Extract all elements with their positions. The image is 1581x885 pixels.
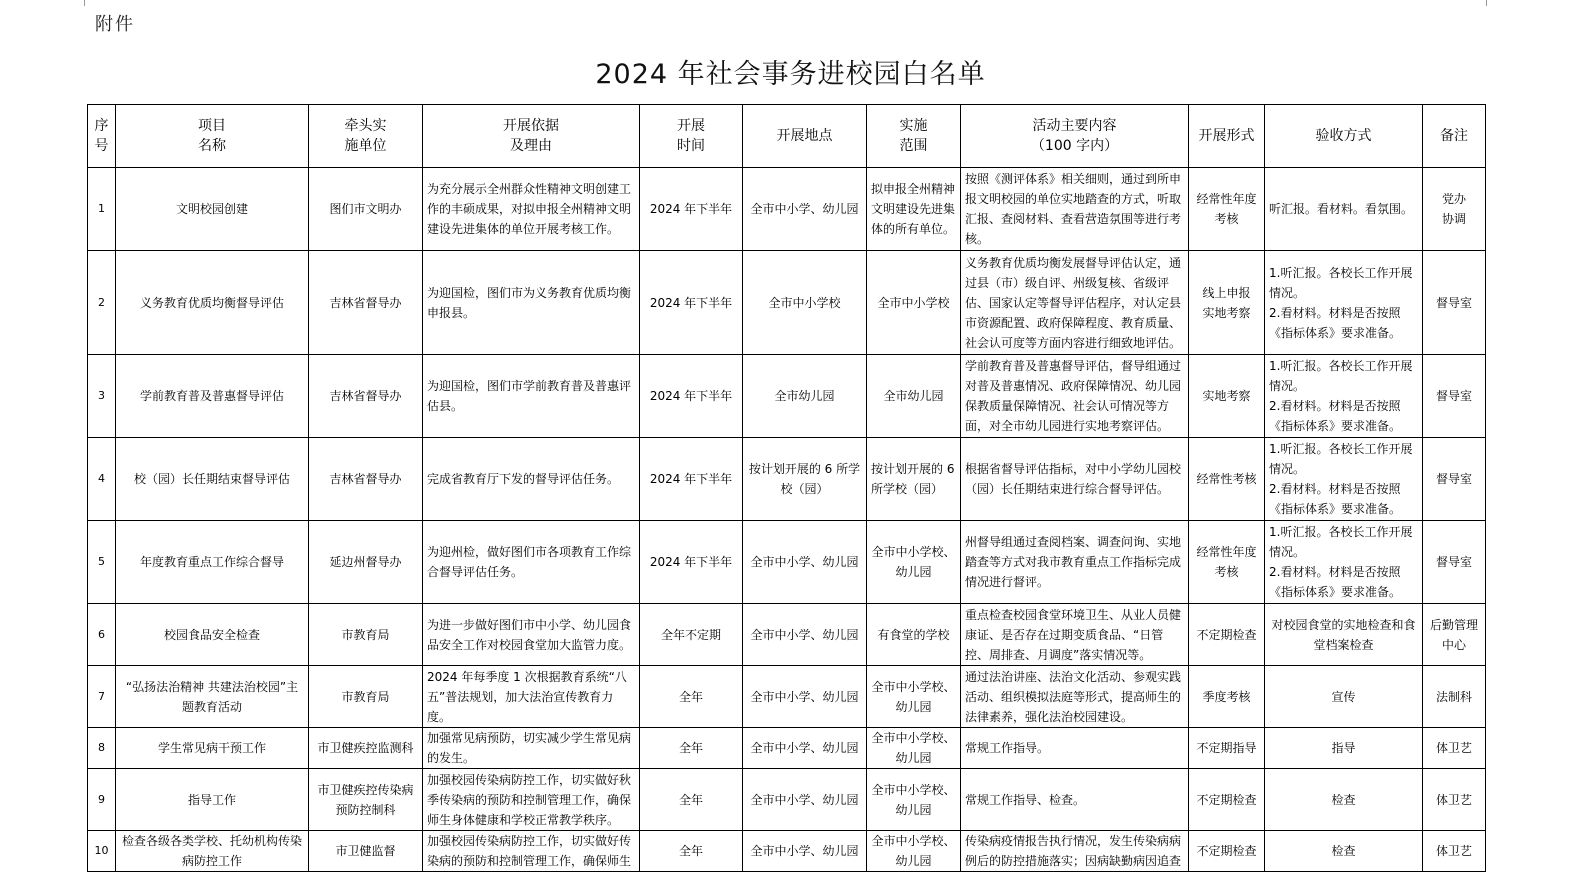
cell-place: 全市中小学、幼儿园 — [743, 728, 867, 769]
cell-note: 督导室 — [1423, 251, 1486, 355]
cell-scope: 全市中小学校、幼儿园 — [867, 831, 961, 872]
cell-basis: 为迎国检，图们市为义务教育优质均衡申报县。 — [423, 251, 640, 355]
cell-lead-unit: 市卫健疾控传染病预防控制科 — [309, 769, 423, 831]
cell-basis: 为充分展示全州群众性精神文明创建工作的丰硕成果，对拟申报全州精神文明建设先进集体的单位开展考核工作。 — [423, 168, 640, 251]
cell-basis: 完成省教育厅下发的督导评估任务。 — [423, 438, 640, 521]
cell-scope: 按计划开展的 6 所学校（园） — [867, 438, 961, 521]
cell-acceptance: 听汇报。看材料。看氛围。 — [1265, 168, 1423, 251]
cell-note: 法制科 — [1423, 666, 1486, 728]
cell-project-name: 义务教育优质均衡督导评估 — [116, 251, 309, 355]
cell-content: 常规工作指导、检查。 — [961, 769, 1189, 831]
cell-lead-unit: 延边州督导办 — [309, 521, 423, 604]
cell-place: 全市中小学、幼儿园 — [743, 831, 867, 872]
cell-time: 2024 年下半年 — [640, 355, 743, 438]
cell-no: 10 — [88, 831, 116, 872]
header-time: 开展 时间 — [640, 105, 743, 168]
cell-acceptance: 宣传 — [1265, 666, 1423, 728]
cell-lead-unit: 市教育局 — [309, 604, 423, 666]
cell-project-name: 文明校园创建 — [116, 168, 309, 251]
cell-scope: 全市中小学校、幼儿园 — [867, 728, 961, 769]
cell-basis: 为迎国检，图们市学前教育普及普惠评估县。 — [423, 355, 640, 438]
cell-project-name: 校园食品安全检查 — [116, 604, 309, 666]
header-place: 开展地点 — [743, 105, 867, 168]
table-row — [88, 831, 1486, 872]
cell-place: 按计划开展的 6 所学校（园） — [743, 438, 867, 521]
cell-content: 常规工作指导。 — [961, 728, 1189, 769]
cell-lead-unit: 市卫健疾控监测科 — [309, 728, 423, 769]
header-note: 备注 — [1423, 105, 1486, 168]
header-project-name: 项目 名称 — [116, 105, 309, 168]
cell-lead-unit: 市卫健监督 — [309, 831, 423, 872]
cell-no: 4 — [88, 438, 116, 521]
cell-project-name: 校（园）长任期结束督导评估 — [116, 438, 309, 521]
cell-scope: 全市幼儿园 — [867, 355, 961, 438]
table-row — [88, 521, 1486, 604]
cell-time: 全年不定期 — [640, 604, 743, 666]
header-lead-unit: 牵头实 施单位 — [309, 105, 423, 168]
cell-place: 全市中小学、幼儿园 — [743, 168, 867, 251]
cell-content: 通过法治讲座、法治文化活动、参观实践活动、组织模拟法庭等形式，提高师生的法律素养，强化法治校园建设。 — [961, 666, 1189, 728]
cell-note: 体卫艺 — [1423, 831, 1486, 872]
table-row — [88, 168, 1486, 251]
table-row — [88, 769, 1486, 831]
table-row — [88, 666, 1486, 728]
cell-basis: 加强校园传染病防控工作，切实做好秋季传染病的预防和控制管理工作，确保师生身体健康和学校正常教学秩序。 — [423, 769, 640, 831]
cell-project-name: 学前教育普及普惠督导评估 — [116, 355, 309, 438]
cell-form: 不定期检查 — [1189, 604, 1265, 666]
cell-note: 督导室 — [1423, 521, 1486, 604]
cell-acceptance: 对校园食堂的实地检查和食堂档案检查 — [1265, 604, 1423, 666]
page-title: 2024 年社会事务进校园白名单 — [595, 59, 986, 90]
cell-content: 根据省督导评估指标，对中小学幼儿园校（园）长任期结束进行综合督导评估。 — [961, 438, 1189, 521]
cell-form: 线上申报 实地考察 — [1189, 251, 1265, 355]
cell-acceptance: 检查 — [1265, 769, 1423, 831]
cell-place: 全市中小学、幼儿园 — [743, 521, 867, 604]
cell-acceptance: 1.听汇报。各校长工作开展情况。 2.看材料。材料是否按照《指标体系》要求准备。 — [1265, 355, 1423, 438]
cell-no: 2 — [88, 251, 116, 355]
cell-scope: 全市中小学校、幼儿园 — [867, 521, 961, 604]
cell-acceptance: 检查 — [1265, 831, 1423, 872]
cell-time: 全年 — [640, 728, 743, 769]
attachment-label: 附件 — [95, 14, 135, 35]
cell-place: 全市幼儿园 — [743, 355, 867, 438]
cell-note: 督导室 — [1423, 438, 1486, 521]
cell-no: 9 — [88, 769, 116, 831]
header-no: 序 号 — [88, 105, 116, 168]
cell-lead-unit: 市教育局 — [309, 666, 423, 728]
cell-no: 5 — [88, 521, 116, 604]
cell-form: 经常性考核 — [1189, 438, 1265, 521]
cell-scope: 全市中小学校、幼儿园 — [867, 769, 961, 831]
cell-place: 全市中小学、幼儿园 — [743, 769, 867, 831]
cell-content: 传染病疫情报告执行情况，发生传染病病例后的防控措施落实；因病缺勤病因追查 — [961, 831, 1189, 872]
cell-scope: 拟申报全州精神文明建设先进集体的所有单位。 — [867, 168, 961, 251]
cell-content: 义务教育优质均衡发展督导评估认定，通过县（市）级自评、州级复核、省级评估、国家认定等督导评估程序，对认定县市资源配置、政府保障程度、教育质量、社会认可度等方面内容进行细致地评估。 — [961, 251, 1189, 355]
table-row — [88, 438, 1486, 521]
cell-form: 实地考察 — [1189, 355, 1265, 438]
cell-no: 3 — [88, 355, 116, 438]
cell-time: 2024 年下半年 — [640, 251, 743, 355]
cell-basis: 2024 年每季度 1 次根据教育系统“八五”普法规划，加大法治宣传教育力度。 — [423, 666, 640, 728]
cell-project-name: 年度教育重点工作综合督导 — [116, 521, 309, 604]
cell-project-name: “弘扬法治精神 共建法治校园”主题教育活动 — [116, 666, 309, 728]
table-row — [88, 604, 1486, 666]
cell-basis: 加强校园传染病防控工作，切实做好传染病的预防和控制管理工作，确保师生 — [423, 831, 640, 872]
cell-no: 8 — [88, 728, 116, 769]
cell-time: 全年 — [640, 831, 743, 872]
table-header-row — [88, 105, 1486, 168]
cell-scope: 全市中小学校、幼儿园 — [867, 666, 961, 728]
cell-content: 州督导组通过查阅档案、调查问询、实地踏查等方式对我市教育重点工作指标完成情况进行督评。 — [961, 521, 1189, 604]
cell-note: 体卫艺 — [1423, 728, 1486, 769]
cell-time: 2024 年下半年 — [640, 438, 743, 521]
table-row — [88, 355, 1486, 438]
cell-acceptance: 1.听汇报。各校长工作开展情况。 2.看材料。材料是否按照《指标体系》要求准备。 — [1265, 438, 1423, 521]
cell-project-name: 指导工作 — [116, 769, 309, 831]
cell-content: 重点检查校园食堂环境卫生、从业人员健康证、是否存在过期变质食品、“日管控、周排查、月调度”落实情况等。 — [961, 604, 1189, 666]
whitelist-table — [87, 104, 1486, 872]
cell-acceptance: 1.听汇报。各校长工作开展情况。 2.看材料。材料是否按照《指标体系》要求准备。 — [1265, 251, 1423, 355]
cell-project-name: 学生常见病干预工作 — [116, 728, 309, 769]
cell-note: 党办 协调 — [1423, 168, 1486, 251]
header-content: 活动主要内容 （100 字内） — [961, 105, 1189, 168]
cell-no: 7 — [88, 666, 116, 728]
cell-lead-unit: 图们市文明办 — [309, 168, 423, 251]
cell-place: 全市中小学、幼儿园 — [743, 666, 867, 728]
cell-note: 后勤管理中心 — [1423, 604, 1486, 666]
cell-form: 经常性年度考核 — [1189, 168, 1265, 251]
header-acceptance: 验收方式 — [1265, 105, 1423, 168]
cell-scope: 有食堂的学校 — [867, 604, 961, 666]
cell-time: 全年 — [640, 769, 743, 831]
cell-basis: 为进一步做好图们市中小学、幼儿园食品安全工作对校园食堂加大监管力度。 — [423, 604, 640, 666]
cell-acceptance: 1.听汇报。各校长工作开展情况。 2.看材料。材料是否按照《指标体系》要求准备。 — [1265, 521, 1423, 604]
cell-note: 督导室 — [1423, 355, 1486, 438]
page-corner-mark-left — [70, 0, 85, 6]
cell-basis: 加强常见病预防，切实减少学生常见病的发生。 — [423, 728, 640, 769]
cell-project-name: 检查各级各类学校、托幼机构传染病防控工作 — [116, 831, 309, 872]
cell-note: 体卫艺 — [1423, 769, 1486, 831]
cell-form: 季度考核 — [1189, 666, 1265, 728]
page-corner-mark-right — [1486, 0, 1501, 6]
cell-no: 1 — [88, 168, 116, 251]
cell-lead-unit: 吉林省督导办 — [309, 438, 423, 521]
cell-place: 全市中小学、幼儿园 — [743, 604, 867, 666]
cell-form: 不定期检查 — [1189, 769, 1265, 831]
cell-time: 2024 年下半年 — [640, 168, 743, 251]
cell-content: 学前教育普及普惠督导评估，督导组通过对普及普惠情况、政府保障情况、幼儿园保教质量保障情况、社会认可情况等方面，对全市幼儿园进行实地考察评估。 — [961, 355, 1189, 438]
cell-time: 2024 年下半年 — [640, 521, 743, 604]
header-scope: 实施 范围 — [867, 105, 961, 168]
cell-basis: 为迎州检，做好图们市各项教育工作综合督导评估任务。 — [423, 521, 640, 604]
cell-place: 全市中小学校 — [743, 251, 867, 355]
header-basis: 开展依据 及理由 — [423, 105, 640, 168]
cell-no: 6 — [88, 604, 116, 666]
cell-form: 经常性年度考核 — [1189, 521, 1265, 604]
cell-content: 按照《测评体系》相关细则，通过到所申报文明校园的单位实地踏查的方式，听取汇报、查阅材料、查看营造氛围等进行考核。 — [961, 168, 1189, 251]
table-row — [88, 728, 1486, 769]
cell-lead-unit: 吉林省督导办 — [309, 355, 423, 438]
cell-form: 不定期检查 — [1189, 831, 1265, 872]
cell-scope: 全市中小学校 — [867, 251, 961, 355]
cell-form: 不定期指导 — [1189, 728, 1265, 769]
header-form: 开展形式 — [1189, 105, 1265, 168]
cell-acceptance: 指导 — [1265, 728, 1423, 769]
cell-time: 全年 — [640, 666, 743, 728]
table-row — [88, 251, 1486, 355]
cell-lead-unit: 吉林省督导办 — [309, 251, 423, 355]
